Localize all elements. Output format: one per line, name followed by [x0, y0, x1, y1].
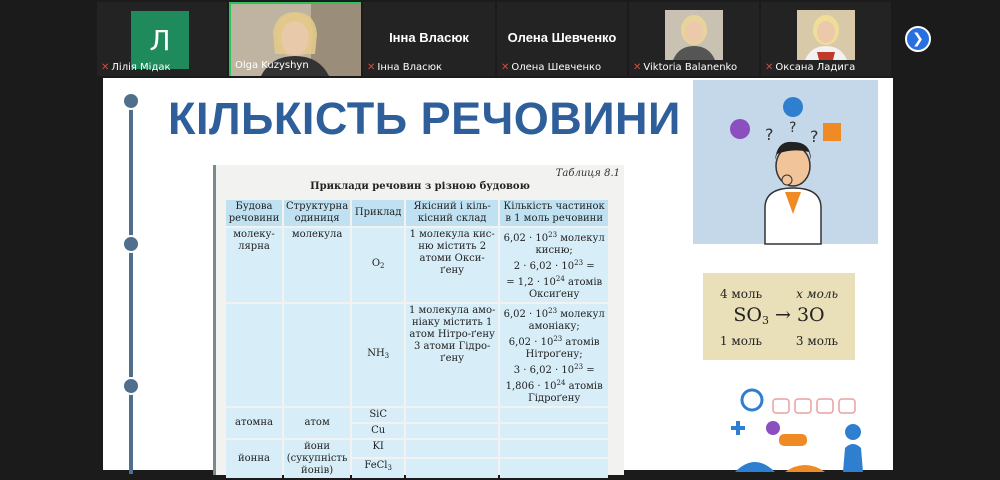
cell	[284, 304, 350, 406]
header-cell: Кількість частинок в 1 моль речовини	[500, 200, 608, 226]
table-row	[226, 304, 608, 406]
chevron-right-icon: ❯	[912, 31, 924, 47]
participant-tile-olga-active-speaker[interactable]	[229, 2, 361, 76]
timeline-dot	[122, 92, 140, 110]
formula-amount: 4 моль	[719, 287, 763, 301]
header-cell: Якісний і кіль-кісний склад	[406, 200, 498, 226]
participant-name: Оксана Ладига	[775, 62, 856, 73]
cell	[226, 304, 282, 406]
shared-slide	[103, 78, 893, 476]
formula-equation: SO3 → 3O	[733, 304, 825, 327]
formula-amount: 3 моль	[795, 334, 839, 348]
substances-table	[224, 198, 610, 480]
svg-text:?: ?	[810, 127, 819, 146]
table-row	[226, 440, 608, 457]
cell: 1 молекула кис-ню містить 2 атоми Окси-ґену	[406, 228, 498, 302]
molecule-icon	[823, 123, 841, 141]
participant-name: Олена Шевченко	[511, 62, 602, 73]
avatar: Л	[131, 11, 189, 69]
cell	[406, 408, 498, 422]
dna-icon	[730, 119, 750, 139]
svg-text:?: ?	[765, 125, 774, 144]
cell: молекула	[284, 228, 350, 302]
slide-title: КІЛЬКІСТЬ РЕЧОВИНИ	[168, 93, 681, 144]
participant-tile-olena[interactable]	[497, 2, 627, 76]
cell: SiC	[352, 408, 404, 422]
cell	[500, 424, 608, 438]
participant-name: Olga Kuzyshyn	[235, 60, 309, 71]
cell	[406, 424, 498, 438]
cell: йони (сукупність йонів)	[284, 440, 350, 478]
team-illustration	[715, 382, 879, 472]
formula-amount: x моль	[796, 287, 839, 301]
cell: FeCl$_3$	[352, 459, 404, 478]
cell	[500, 459, 608, 478]
participant-name: Viktoria Balanenko	[643, 62, 738, 73]
cell: $6,02 \cdot 10^{23}$ молекул кисню; $2 \cdot 6,02 \cdot 10^{23}$ = = $1,2 \cdot 10^{24}$ атомів Оксиґену	[500, 228, 608, 302]
avatar	[665, 10, 723, 60]
textbook-table-image	[213, 165, 624, 475]
cell: $NH_3$	[352, 304, 404, 406]
cell: KI	[352, 440, 404, 457]
participant-name: Лілія Мідак	[111, 62, 171, 73]
participant-tile-viktoria[interactable]	[629, 2, 759, 76]
participant-tile-lilia[interactable]	[97, 2, 227, 76]
participant-display-name: Олена Шевченко	[507, 30, 617, 45]
cell: 1 молекула амо-ніаку містить 1 атом Нітро-ґену 3 атоми Гідро-ґену	[406, 304, 498, 406]
thinking-person-illustration	[693, 80, 878, 244]
atom-icon	[783, 97, 803, 117]
cell: молеку-лярна	[226, 228, 282, 302]
svg-text:?: ?	[789, 120, 797, 136]
cell	[500, 408, 608, 422]
mic-off-icon: ✕	[367, 62, 376, 73]
cell: атом	[284, 408, 350, 438]
timeline-rail	[129, 94, 133, 474]
header-cell: Будова речовини	[226, 200, 282, 226]
reaction-formula-card	[703, 273, 855, 360]
participant-tile-inna[interactable]	[363, 2, 495, 76]
cell: атомна	[226, 408, 282, 438]
gauge-icon	[742, 390, 762, 410]
cell	[406, 440, 498, 457]
table-title: Приклади речовин з різною будовою	[310, 181, 530, 192]
cell: $O_2$	[352, 228, 404, 302]
cell	[500, 440, 608, 457]
timeline-dot	[122, 377, 140, 395]
mic-off-icon: ✕	[101, 62, 110, 73]
timeline-dot	[122, 235, 140, 253]
cell: йонна	[226, 440, 282, 478]
mic-off-icon: ✕	[765, 62, 774, 73]
participant-tile-oksana[interactable]	[761, 2, 891, 76]
participant-name: Інна Власюк	[377, 62, 443, 73]
mic-off-icon: ✕	[633, 62, 642, 73]
table-caption: Таблиця 8.1	[555, 168, 620, 179]
participant-display-name: Інна Власюк	[389, 30, 469, 45]
formula-amount: 1 моль	[719, 334, 763, 348]
header-cell: Приклад	[352, 200, 404, 226]
avatar	[797, 10, 855, 60]
header-cell: Структурна одиниця	[286, 201, 349, 224]
cell	[406, 459, 498, 478]
mic-off-icon: ✕	[501, 62, 510, 73]
next-page-button[interactable]	[905, 26, 931, 52]
table-row	[226, 408, 608, 422]
table-row	[226, 228, 608, 302]
participants-strip	[0, 0, 1000, 78]
cell: Cu	[352, 424, 404, 438]
cell: $6,02 \cdot 10^{23}$ молекул амоніаку; $6,02 \cdot 10^{23}$ атомів Нітроґену; $3 \cdot 6,02 \cdot 10^{23}$ = $1,806 \cdot 10^{24}$ атомів Гідроґену	[500, 304, 608, 406]
